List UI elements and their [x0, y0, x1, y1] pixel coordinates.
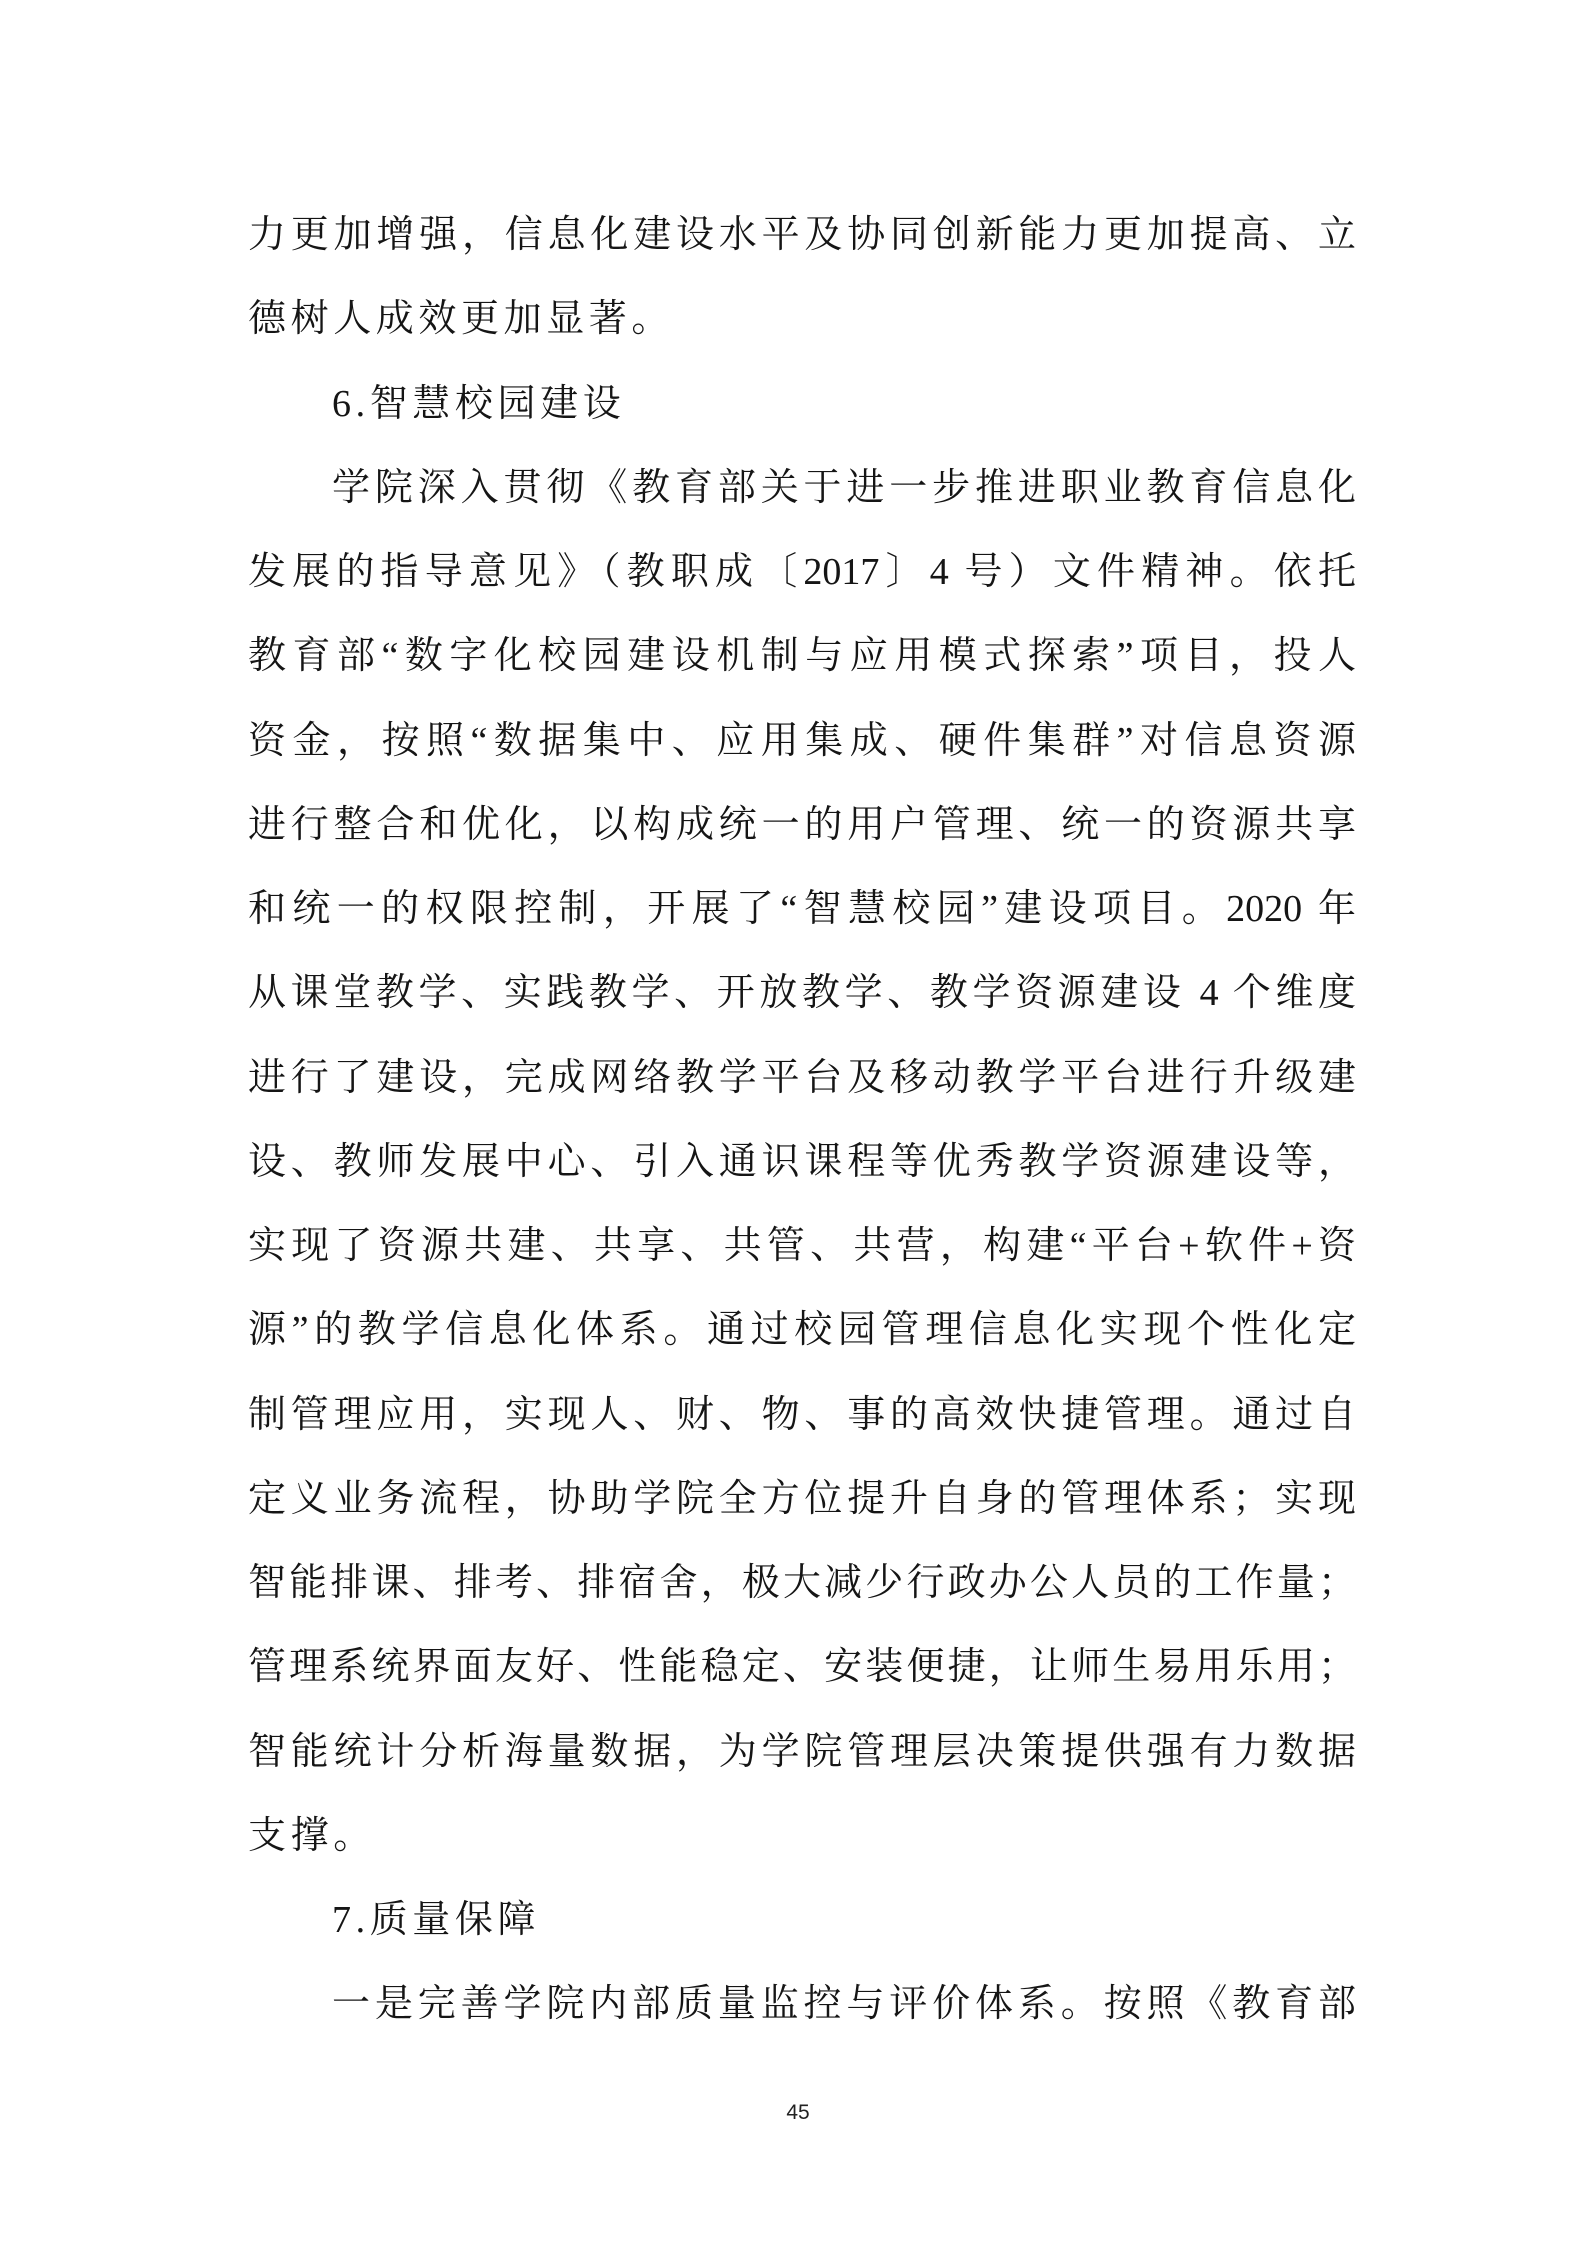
text-line: 支撑。: [248, 1814, 376, 1857]
text-line: 一是完善学院内部质量监控与评价体系。按照《教育部: [332, 1983, 1356, 2026]
text-line: 设、教师发展中心、引入通识课程等优秀教学资源建设等，: [248, 1140, 1356, 1183]
section-heading: 7.质量保障: [332, 1899, 541, 1941]
text-line: 进行了建设，完成网络教学平台及移动教学平台进行升级建: [248, 1056, 1356, 1099]
text-line: 定义业务流程，协助学院全方位提升自身的管理体系；实现: [248, 1477, 1356, 1520]
text-line: 和统一的权限控制，开展了“智慧校园”建设项目。2020 年: [248, 888, 1356, 930]
paragraph: [248, 1962, 1356, 2046]
text-line: 制管理应用，实现人、财、物、事的高效快捷管理。通过自: [248, 1393, 1356, 1436]
continued-paragraph: [248, 193, 1356, 362]
text-line: 力更加增强，信息化建设水平及协同创新能力更加提高、立: [248, 214, 1356, 256]
text-line: 管理系统界面友好、性能稳定、安装便捷，让师生易用乐用；: [248, 1646, 1356, 1689]
section-heading: 6.智慧校园建设: [332, 382, 626, 425]
text-line: 德树人成效更加显著。: [248, 298, 675, 341]
text-line: 从课堂教学、实践教学、开放教学、教学资源建设 4 个维度: [248, 972, 1356, 1015]
text-line: 智能统计分析海量数据，为学院管理层决策提供强有力数据: [248, 1730, 1356, 1773]
text-line: 源”的教学信息化体系。通过校园管理信息化实现个性化定: [248, 1309, 1356, 1352]
text-line: 进行整合和优化，以构成统一的用户管理、统一的资源共享: [248, 803, 1356, 846]
page-number: 45: [786, 2101, 810, 2124]
text-line: 学院深入贯彻《教育部关于进一步推进职业教育信息化: [332, 466, 1356, 509]
text-line: 资金，按照“数据集中、应用集成、硬件集群”对信息资源: [248, 719, 1356, 762]
text-line: 智能排课、排考、排宿舍，极大减少行政办公人员的工作量；: [248, 1562, 1356, 1604]
paragraph: [248, 446, 1356, 1878]
body-text: [248, 193, 1356, 2047]
text-line: 实现了资源共建、共享、共管、共营，构建“平台+软件+资: [248, 1225, 1356, 1267]
text-line: 教育部“数字化校园建设机制与应用模式探索”项目，投人: [248, 635, 1356, 678]
text-line: 发展的指导意见》（教职成〔2017〕4 号）文件精神。依托: [248, 551, 1356, 593]
